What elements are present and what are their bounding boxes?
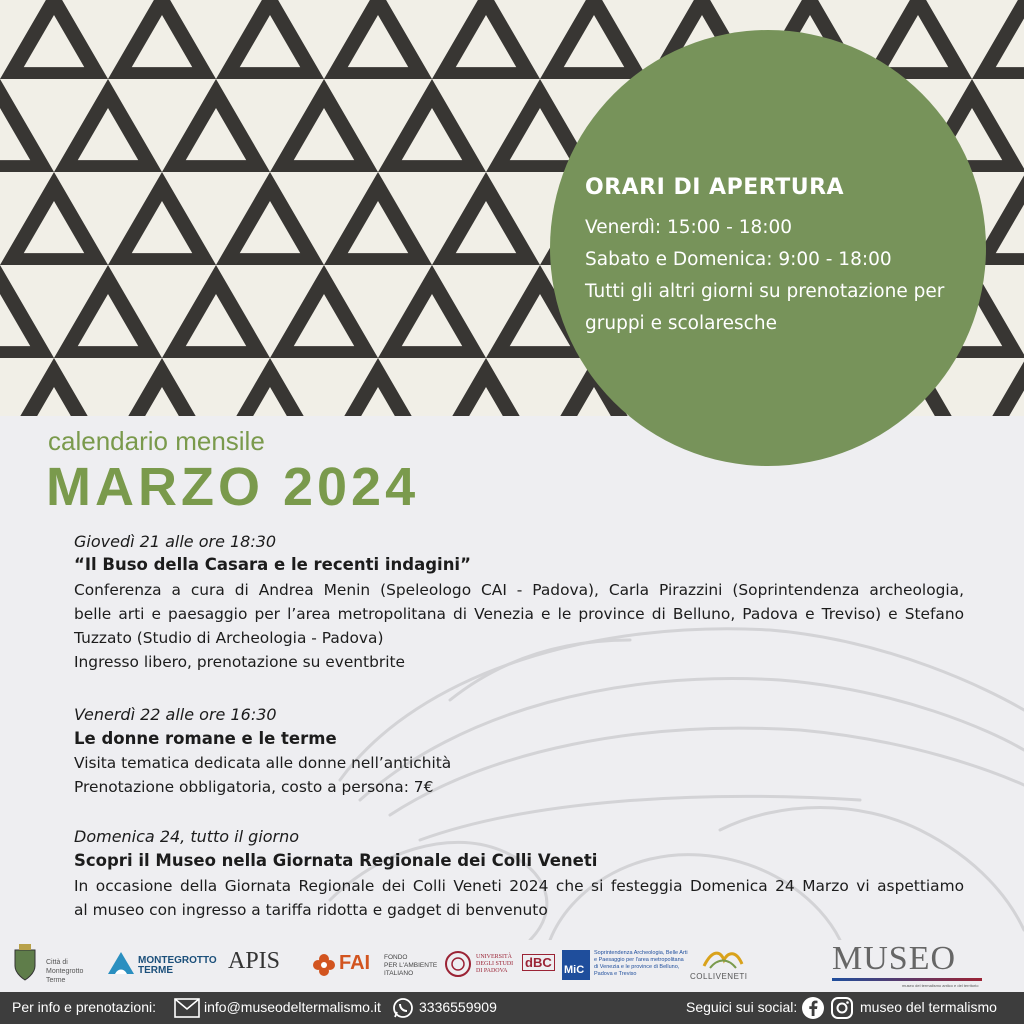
mic-logo-box [562, 950, 590, 980]
calendar-subtitle: calendario mensile [48, 426, 265, 456]
event-1-date: Giovedì 21 alle ore 18:30 [74, 532, 277, 551]
event-3-line-2: al museo con ingresso a tariffa ridotta e gadget di benvenuto [74, 901, 548, 919]
footer-info-label: Per info e prenotazioni: [12, 999, 156, 1015]
fai-flower-icon [313, 954, 335, 976]
montegrotto-logo [138, 956, 217, 976]
fai-subtitle-line-1: FONDO [384, 954, 408, 961]
event-2-line-2: Prenotazione obbligatoria, costo a persona: 7€ [74, 778, 434, 796]
hours-line-other-days: Tutti gli altri giorni su prenotazione per [585, 281, 945, 302]
event-1-line-1: Conferenza a cura di Andrea Menin (Speleologo CAI - Padova), Carla Pirazzini (Soprintendenza archeologia, [74, 581, 964, 599]
instagram-icon[interactable] [830, 996, 854, 1020]
footer-social-name: museo del termalismo [860, 999, 997, 1015]
hours-line-friday: Venerdì: 15:00 - 18:00 [585, 217, 793, 238]
soprintendenza-line-3: di Venezia e le province di Belluno, [594, 964, 680, 970]
colliveneti-hills-icon [702, 946, 744, 970]
event-1-line-4: Ingresso libero, prenotazione su eventbrite [74, 653, 405, 671]
mic-logo: MiC [564, 964, 585, 976]
fai-subtitle-line-2: PER L'AMBIENTE [384, 962, 438, 969]
museo-logo-underline [832, 978, 982, 981]
event-2-line-1: Visita tematica dedicata alle donne nell’antichità [74, 754, 452, 772]
footer-bar [0, 992, 1024, 1024]
fai-logo: FAI [339, 952, 371, 974]
montegrotto-drop-icon [106, 948, 136, 976]
fai-subtitle [384, 954, 437, 978]
museo-logo-subtitle: museo del termalismo antico e del territorio [902, 983, 979, 988]
partner-logos-strip [0, 936, 1024, 992]
colliveneti-logo: COLLIVENETI [690, 972, 748, 981]
hours-line-groups: gruppi e scolaresche [585, 313, 777, 334]
soprintendenza-line-4: Padova e Treviso [594, 971, 637, 977]
unipd-logo-line-1: UNIVERSITÀ [476, 954, 512, 960]
event-3-date: Domenica 24, tutto il giorno [74, 827, 300, 846]
unipd-seal-icon [444, 950, 472, 978]
unipd-logo [476, 954, 513, 975]
opening-hours-title: ORARI DI APERTURA [585, 175, 845, 200]
whatsapp-icon [392, 997, 414, 1019]
museo-logo: MUSEO [832, 940, 957, 977]
montegrotto-logo-line-2: TERME [138, 965, 173, 976]
soprintendenza-line-2: e Paesaggio per l'area metropolitana [594, 957, 684, 963]
dbc-logo: dBC [522, 954, 555, 971]
soprintendenza-logo [594, 950, 688, 978]
unipd-logo-line-2: DEGLI STUDI [476, 961, 514, 967]
comune-logo-text: Città di Montegrotto Terme [46, 959, 84, 984]
facebook-icon[interactable] [801, 996, 825, 1020]
email-icon [174, 998, 200, 1018]
event-1-line-2: belle arti e paesaggio per l’area metropolitana di Venezia e le province di Belluno, Padova e Treviso) e Stefano [74, 605, 964, 623]
footer-email-link[interactable]: info@museodeltermalismo.it [204, 999, 381, 1015]
montegrotto-logo-line-1: MONTEGROTTO [138, 955, 217, 966]
footer-social-label: Seguici sui social: [686, 999, 798, 1015]
event-1-title: “Il Buso della Casara e le recenti indagini” [74, 555, 471, 574]
hours-line-weekend: Sabato e Domenica: 9:00 - 18:00 [585, 249, 892, 270]
event-1-line-3: Tuzzato (Studio di Archeologia - Padova) [74, 629, 384, 647]
event-3-line-1: In occasione della Giornata Regionale dei Colli Veneti 2024 che si festeggia Domenica 24 Marzo vi aspettiamo [74, 877, 964, 895]
event-2-date: Venerdì 22 alle ore 16:30 [74, 705, 277, 724]
apis-logo: APIS [228, 948, 281, 974]
unipd-logo-line-3: DI PADOVA [476, 968, 508, 974]
soprintendenza-line-1: Soprintendenza Archeologia, Belle Arti [594, 950, 688, 956]
event-2-title: Le donne romane e le terme [74, 729, 337, 748]
calendar-month-title: MARZO 2024 [46, 457, 420, 517]
opening-hours-circle [550, 30, 986, 466]
fai-subtitle-line-3: ITALIANO [384, 970, 414, 977]
comune-crest-icon [10, 942, 40, 982]
event-3-title: Scopri il Museo nella Giornata Regionale dei Colli Veneti [74, 851, 598, 870]
footer-phone-link[interactable]: 3336559909 [419, 999, 497, 1015]
